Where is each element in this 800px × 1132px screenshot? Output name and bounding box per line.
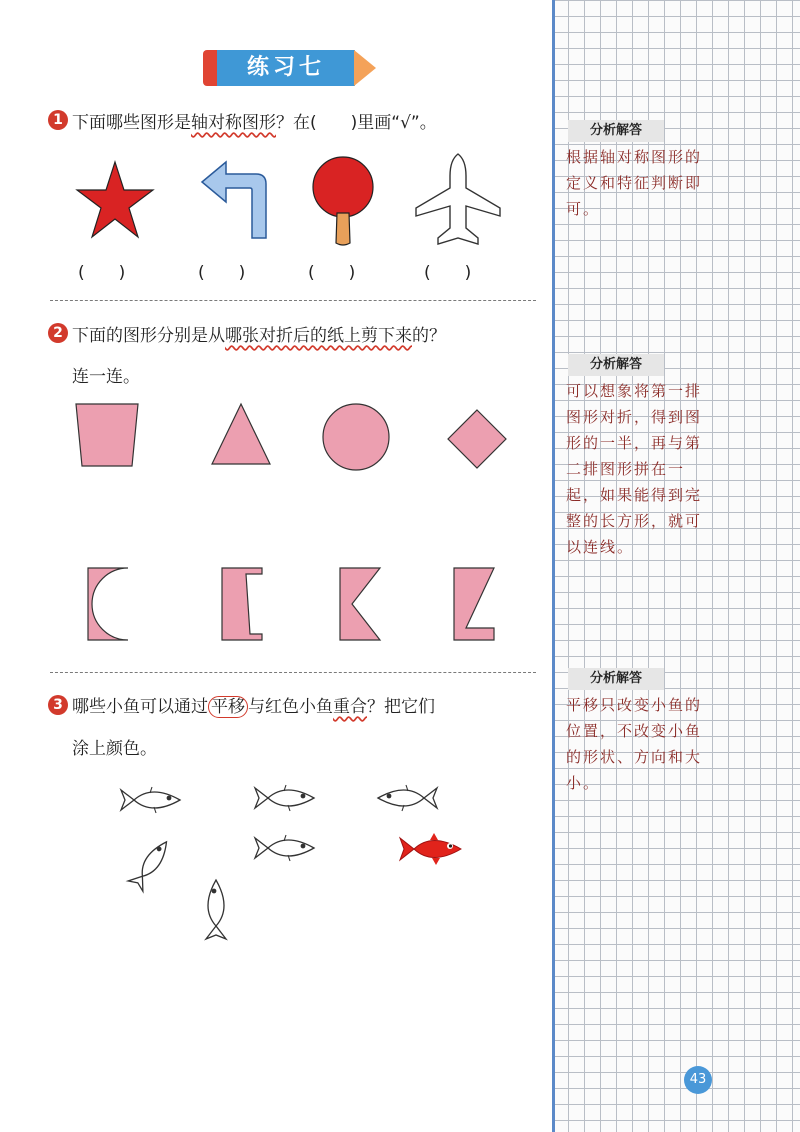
turn-arrow-icon — [200, 160, 270, 240]
question-1-text — [72, 108, 437, 133]
ping-pong-paddle-icon — [310, 155, 376, 247]
answer-paren-2[interactable]: ( ) — [198, 263, 246, 283]
analysis-note-1: 根据轴对称图形的定义和特征判断即可。 — [566, 148, 703, 218]
exercise-title: 练习七 — [246, 55, 325, 80]
fish-outline-2[interactable] — [252, 781, 318, 815]
q2-text-c: 的？ — [412, 326, 446, 346]
triangle-shape[interactable] — [210, 402, 272, 466]
answer-paren-1[interactable]: ( ) — [78, 263, 126, 283]
q3-text-c: 与红色小鱼 — [248, 697, 333, 717]
circle-shape[interactable] — [321, 402, 391, 472]
question-3-number: 3 — [48, 695, 68, 715]
q3-text-emphasis: 重合 — [333, 697, 367, 717]
red-fish-icon — [398, 831, 464, 867]
q3-text-circled: 平移 — [208, 696, 248, 718]
analysis-note-3: 平移只改变小鱼的位置，不改变小鱼的形状、方向和大小。 — [566, 696, 703, 792]
half-triangle-cut-shape[interactable] — [452, 566, 498, 642]
q3-text-e: ？把它们 — [367, 697, 435, 717]
trapezoid-shape[interactable] — [74, 402, 140, 468]
exercise-title-ribbon — [203, 50, 375, 86]
analysis-note-2: 可以想象将第一排图形对折，得到图形的一半，再与第二排图形拼在一起，如果能得到完整的长方形，就可以连线。 — [566, 382, 703, 556]
analysis-tag-3: 分析解答 — [568, 668, 664, 690]
fish-outline-reversed[interactable] — [374, 781, 440, 815]
analysis-tag-2: 分析解答 — [568, 354, 664, 376]
page-number: 43 — [684, 1066, 712, 1094]
q3-text-a: 哪些小鱼可以通过 — [72, 697, 208, 717]
question-2-text-line2: 连一连。 — [72, 367, 140, 387]
airplane-icon — [412, 152, 504, 250]
section-divider-2 — [50, 672, 536, 673]
section-divider-1 — [50, 300, 536, 301]
fish-outline-tilted[interactable] — [122, 836, 180, 892]
question-2-number: 2 — [48, 323, 68, 343]
q2-text-a: 下面的图形分别是从 — [72, 326, 225, 346]
q1-text-a: 下面哪些图形是 — [72, 113, 191, 133]
question-3-text-line2: 涂上颜色。 — [72, 739, 157, 759]
q2-text-emphasis: 哪张对折后的纸上剪下来 — [225, 326, 412, 346]
question-3-text — [72, 692, 435, 717]
q1-text-emphasis: 轴对称图形 — [191, 113, 276, 133]
fish-outline-vertical[interactable] — [198, 876, 234, 942]
margin-divider-line — [552, 0, 555, 1132]
half-trapezoid-cut-shape[interactable] — [220, 566, 266, 642]
fish-outline-3[interactable] — [252, 831, 318, 865]
question-1-number: 1 — [48, 110, 68, 130]
fish-outline-1[interactable] — [118, 783, 184, 817]
analysis-tag-1: 分析解答 — [568, 120, 664, 142]
half-circle-cut-shape[interactable] — [86, 566, 132, 642]
answer-paren-4[interactable]: ( ) — [424, 263, 472, 283]
answer-paren-3[interactable]: ( ) — [308, 263, 356, 283]
diamond-shape[interactable] — [446, 408, 508, 470]
star-icon — [76, 160, 154, 240]
q1-text-c: ？在( )里画“√”。 — [276, 113, 437, 133]
question-2-text — [72, 321, 446, 346]
ribbon-arrow-tip — [354, 50, 376, 86]
half-diamond-cut-shape[interactable] — [338, 566, 384, 642]
